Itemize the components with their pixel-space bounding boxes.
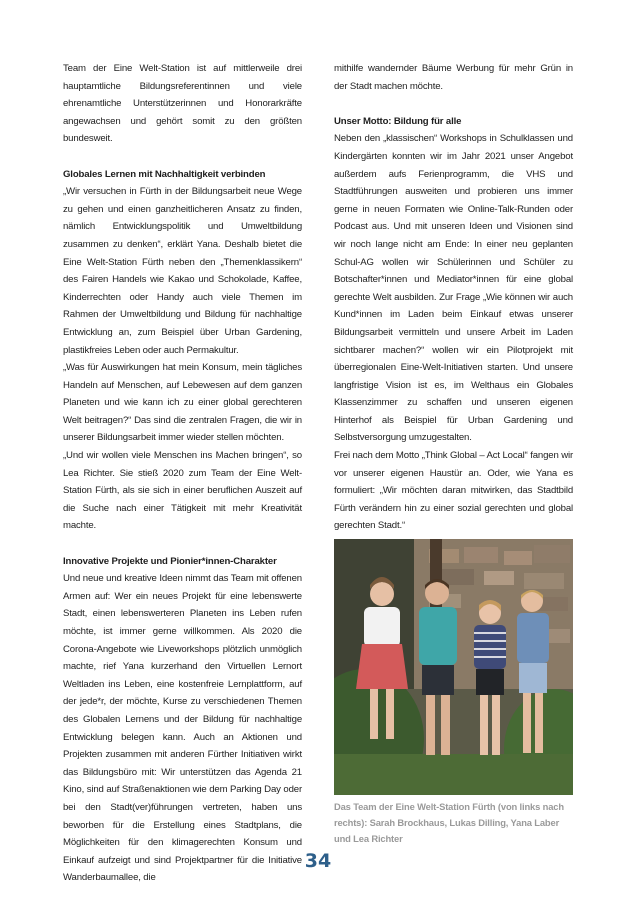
paragraph: „Wir versuchen in Fürth in der Bildungsarbeit neue Wege zu gehen und einen ganzheitlicheren Ansatz zu finden, nämlich Entwicklungspolitik und Umweltbildung zusammen zu denken“, erklärt Yana. Deshalb bietet die Eine Welt-Station Fürth neben den „Themenklassikern“ des Fairen Handels wie Kakao und Schokolade, Kaffee, Kinderrechten oder Handy auch viele Themen im Rahmen der Umweltbildung und Bildung für nachhaltige Entwicklung an, zum Beispiel über Urban Gardening, plastikfreies Leben oder auch Permakultur. <box>63 186 302 356</box>
section-heading-motto: Unser Motto: Bildung für alle <box>334 115 462 127</box>
team-photo <box>334 539 573 795</box>
section-heading-global-learning: Globales Lernen mit Nachhaltigkeit verbinden <box>63 168 266 180</box>
photo-caption: Das Team der Eine Welt-Station Fürth (von links nach rechts): Sarah Brockhaus, Lukas Dilling, Yana Laber und Lea Richter <box>334 801 564 845</box>
page-number: 34 <box>304 850 332 872</box>
intro-paragraph: Team der Eine Welt-Station ist auf mittlerweile drei hauptamtliche Bildungsreferentinnen und viele ehrenamtliche Unterstützerinnen und Honorarkräfte angewachsen und gehört somit zu den größten bundesweit. <box>63 63 302 145</box>
paragraph: Und neue und kreative Ideen nimmt das Team mit offenen Armen auf: Wer ein neues Projekt für eine lebenswerte Stadt, einen lebenswerteren Planeten ins Leben rufen möchte, ist immer gerne willkommen. Als 2020 die Corona-Angebote wie Liveworkshops plötzlich unmöglich machte, rief Yana kurzerhand den Virtuellen Lernort Weltladen ins Leben, eine kostenfreie Lernplattform, auf der jede*r, der möchte, Kurse zu verschiedenen Themen des Globalen Lernens und der Bildung für nachhaltige Entwicklung belegen kann. Auch an Aktionen und Projekten zusammen mit anderen Fürther Initiativen wirkt das Bildungsbüro mit: Wir unterstützen das Agenda 21 Kino, sind auf Straßenaktionen wie dem Parking Day oder bei den Stadt(ver)führungen vertreten, haben uns beworben für die Erstellung eines Stadtplans, die Möglichkeiten für den klimagerechten Konsum und Einkauf aufzeigt und sind Projektpartner für die Initiative Wanderbaumallee, die <box>63 573 302 884</box>
left-column <box>63 60 302 887</box>
paragraph: „Und wir wollen viele Menschen ins Machen bringen“, so Lea Richter. Sie stieß 2020 zum Team der Eine Welt-Station Fürth, als sie sich in einer beruflichen Auszeit auf die Suche nach einer Tätigkeit mit mehr Kreativität machte. <box>63 450 302 532</box>
section-heading-innovative-projects: Innovative Projekte und Pionier*innen-Charakter <box>63 555 277 567</box>
right-column <box>334 60 573 847</box>
continuation-paragraph: mithilfe wandernder Bäume Werbung für mehr Grün in der Stadt machen möchte. <box>334 63 573 92</box>
team-photo-illustration <box>334 539 573 795</box>
paragraph: „Was für Auswirkungen hat mein Konsum, mein tägliches Handeln auf Menschen, auf Lebewesen auf dem ganzen Planeten und wie kann ich zu einer global gerechteren Welt beitragen?“ Das sind die zentralen Fragen, die wir in unserer Bildungsarbeit immer wieder stellen möchten. <box>63 362 302 444</box>
paragraph: Neben den „klassischen“ Workshops in Schulklassen und Kindergärten konnten wir im Jahr 2021 unser Angebot außerdem aufs Ferienprogramm, die VHS und Stadtführungen ausweiten und probieren uns immer gerne in neuen Formaten wie Online-Talk-Runden oder Podcast aus. Und mit unseren Ideen und Visionen sind wir noch lange nicht am Ende: In einer neu geplanten Schul-AG wollen wir Schülerinnen und Schüler zu Botschafter*innen und Mediator*innen für eine global gerechte Welt ausbilden. Zur Frage „Wie können wir auch Kund*innen im Laden beim Einkauf etwas unserer Bildungsarbeit vermitteln und unsere Arbeit im Laden sichtbarer machen?“ wollen wir ein Pilotprojekt mit überregionalen Eine-Welt-Initiativen starten. Und unsere langfristige Vision ist es, im Welthaus ein Globales Klassenzimmer zu schaffen und unseren eigenen Hinterhof als Beispiel für Urban Gardening und Selbstversorgung umzugestalten. <box>334 133 573 444</box>
paragraph: Frei nach dem Motto „Think Global – Act Local“ fangen wir vor unserer eigenen Haustür an. Oder, wie Yana es formuliert: „Wir möchten daran mitwirken, das Stadtbild Fürth verändern hin zu einer sozial gerechten und global gerechten Stadt.“ <box>334 450 573 532</box>
